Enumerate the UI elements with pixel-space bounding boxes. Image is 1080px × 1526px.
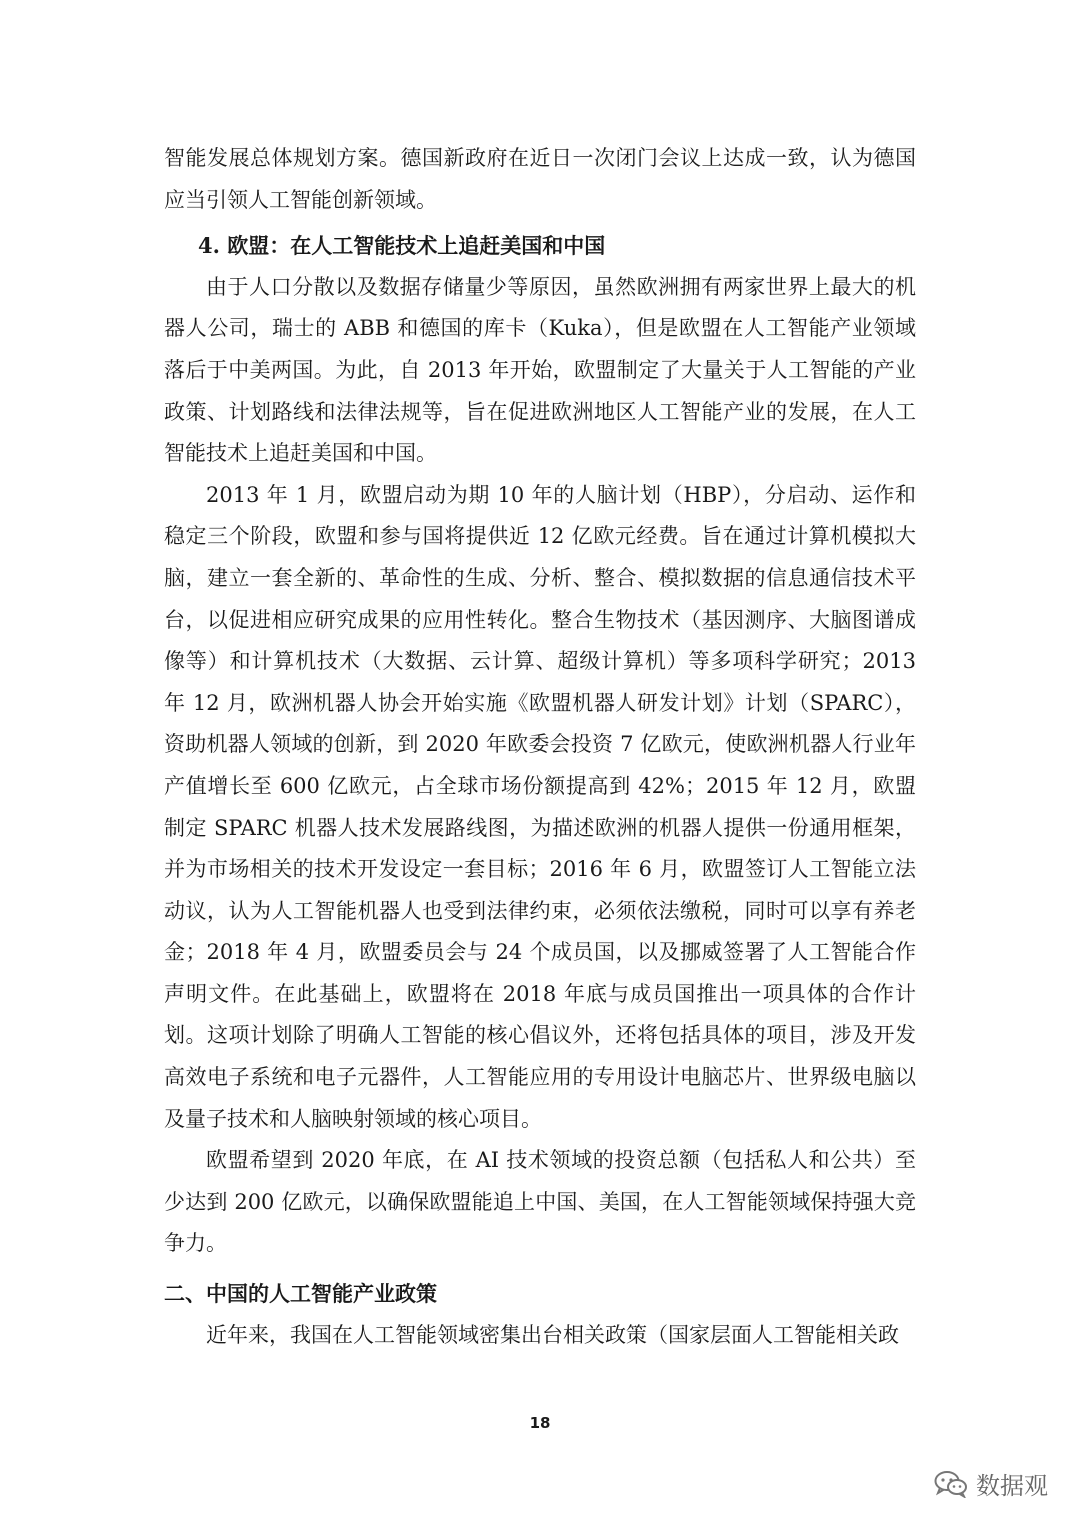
watermark-label: 数据观 — [976, 1472, 1048, 1500]
section-heading-eu: 4. 欧盟：在人工智能技术上追赶美国和中国 — [198, 233, 606, 259]
watermark — [934, 1466, 1048, 1501]
body-text — [164, 138, 916, 1356]
wechat-icon — [934, 1470, 968, 1498]
paragraph-eu-1: 由于人口分散以及数据存储量少等原因，虽然欧洲拥有两家世界上最大的机器人公司，瑞士的 ABB 和德国的库卡（Kuka），但是欧盟在人工智能产业领域落后于中美两国。为此，自 2013 年开始，欧盟制定了大量关于人工智能的产业政策、计划路线和法律法规等，旨在促进欧洲地区人工智能产业的发展，在人工智能技术上追赶美国和中国。 — [164, 274, 916, 466]
paragraph-eu-3: 欧盟希望到 2020 年底，在 AI 技术领域的投资总额（包括私人和公共）至少达到 200 亿欧元，以确保欧盟能追上中国、美国，在人工智能领域保持强大竞争力。 — [164, 1148, 916, 1256]
paragraph-china-1: 近年来，我国在人工智能领域密集出台相关政策（国家层面人工智能相关政 — [206, 1322, 899, 1347]
paragraph-eu-2: 2013 年 1 月，欧盟启动为期 10 年的人脑计划（HBP），分启动、运作和稳定三个阶段，欧盟和参与国将提供近 12 亿欧元经费。旨在通过计算机模拟大脑，建立一套全新的、革命性的生成、分析、整合、模拟数据的信息通信技术平台，以促进相应研究成果的应用性转化。整合生物技术（基因测序、大脑图谱成像等）和计算机技术（大数据、云计算、超级计算机）等多项科学研究；2013 年 12 月，欧洲机器人协会开始实施《欧盟机器人研发计划》计划（SPARC），资助机器人领域的创新，到 2020 年欧委会投资 7 亿欧元，使欧洲机器人行业年产值增长至 600 亿欧元，占全球市场份额提高到 42%；2015 年 12 月，欧盟制定 SPARC 机器人技术发展路线图，为描述欧洲的机器人提供一份通用框架，并为市场相关的技术开发设定一套目标；2016 年 6 月，欧盟签订人工智能立法动议，认为人工智能机器人也受到法律约束，必须依法缴税，同时可以享有养老金；2018 年 4 月，欧盟委员会与 24 个成员国，以及挪威签署了人工智能合作声明文件。在此基础上，欧盟将在 2018 年底与成员国推出一项具体的合作计划。这项计划除了明确人工智能的核心倡议外，还将包括具体的项目，涉及开发高效电子系统和电子元器件，人工智能应用的专用设计电脑芯片、世界级电脑以及量子技术和人脑映射领域的核心项目。 — [164, 482, 916, 1131]
page-number: 18 — [529, 1414, 551, 1432]
section-heading-china: 二、中国的人工智能产业政策 — [164, 1281, 437, 1307]
paragraph-intro: 智能发展总体规划方案。德国新政府在近日一次闭门会议上达成一致，认为德国应当引领人工智能创新领域。 — [164, 146, 916, 212]
